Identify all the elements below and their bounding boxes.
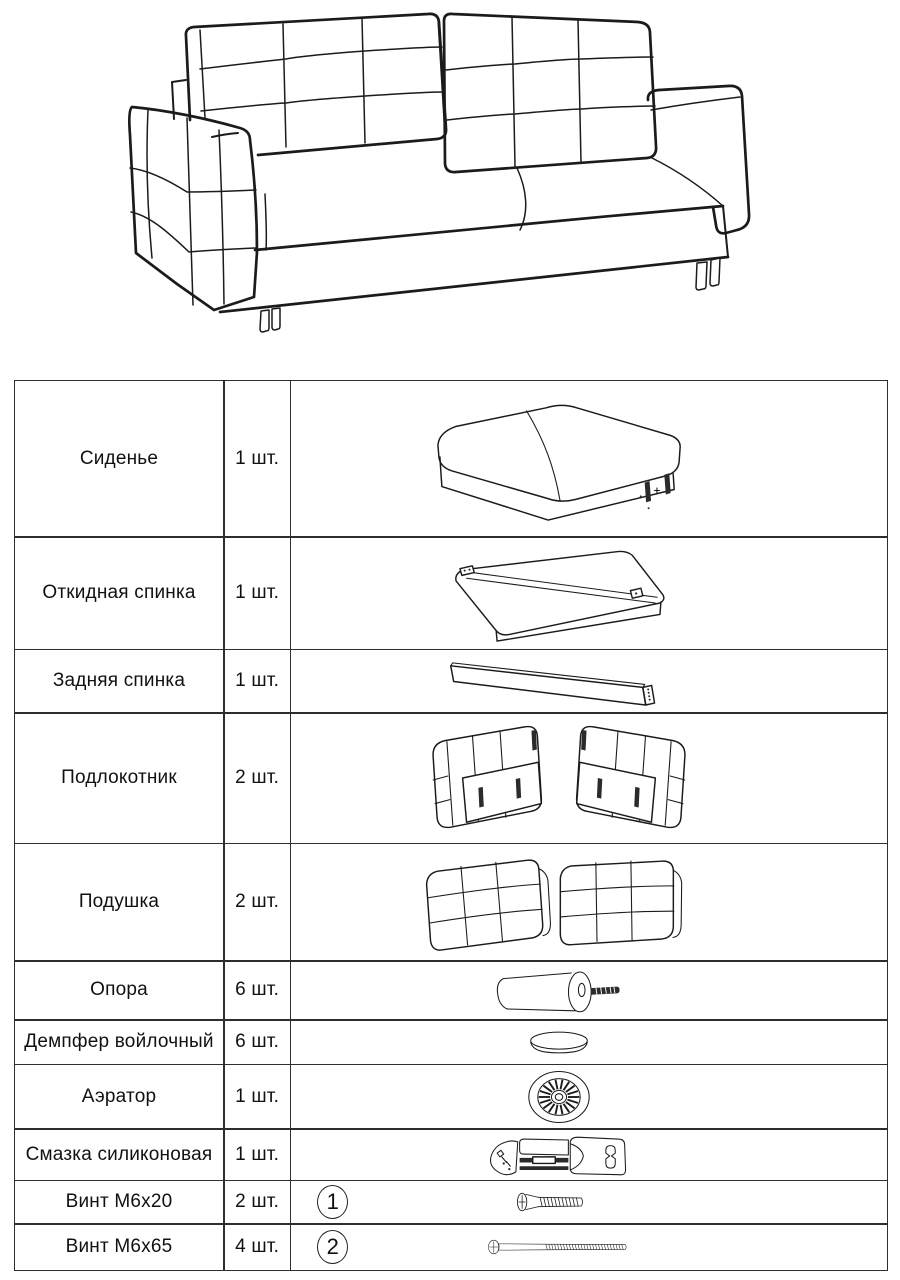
part-illustration-armrests (291, 714, 887, 843)
part-qty: 1 шт. (225, 381, 290, 536)
rear-back-panel-icon (437, 654, 682, 709)
part-name: Сиденье (15, 381, 223, 536)
part-qty: 1 шт. (225, 1130, 290, 1180)
sofa-illustration (0, 0, 900, 380)
part-name: Аэратор (15, 1065, 223, 1128)
part-qty: 1 шт. (225, 1065, 290, 1128)
part-qty: 2 шт. (225, 1181, 290, 1223)
part-qty: 1 шт. (225, 538, 290, 649)
part-illustration-rear-back-panel (291, 650, 887, 712)
seat-icon (416, 396, 702, 522)
part-name: Смазка силиконовая (15, 1130, 223, 1180)
screw-m6x65-icon (486, 1237, 632, 1257)
part-illustration-screw-m6x65 (291, 1225, 887, 1270)
part-name: Демпфер войлочный (15, 1021, 223, 1064)
felt-damper-icon (526, 1030, 592, 1055)
part-illustration-seat (291, 381, 887, 536)
part-illustration-cushions (291, 844, 887, 960)
part-name: Задняя спинка (15, 650, 223, 712)
part-name: Опора (15, 962, 223, 1019)
part-name: Подушка (15, 844, 223, 960)
part-illustration-grease (291, 1130, 887, 1180)
folding-backrest-icon (435, 543, 683, 643)
part-illustration-leg (291, 962, 887, 1019)
part-illustration-aerator (291, 1065, 887, 1128)
screw-m6x20-icon (512, 1186, 606, 1218)
part-illustration-felt-damper (291, 1021, 887, 1064)
part-name: Винт М6х20 (15, 1181, 223, 1223)
parts-table (14, 380, 888, 1271)
part-qty: 2 шт. (225, 714, 290, 843)
part-name: Откидная спинка (15, 538, 223, 649)
part-qty: 6 шт. (225, 962, 290, 1019)
armrest-pair-icon (421, 719, 697, 837)
screw-marker-2: 2 (317, 1230, 348, 1264)
part-illustration-screw-m6x20 (291, 1181, 887, 1223)
part-name: Винт М6х65 (15, 1225, 223, 1270)
cushion-pair-icon (415, 851, 703, 953)
part-qty: 6 шт. (225, 1021, 290, 1064)
sofa-line-art (0, 0, 900, 380)
part-qty: 4 шт. (225, 1225, 290, 1270)
part-qty: 2 шт. (225, 844, 290, 960)
aerator-icon (526, 1068, 592, 1126)
part-qty: 1 шт. (225, 650, 290, 712)
screw-marker-1: 1 (317, 1185, 348, 1219)
part-name: Подлокотник (15, 714, 223, 843)
leg-icon (488, 965, 630, 1015)
silicone-grease-icon (484, 1132, 634, 1178)
part-illustration-folding-backrest (291, 538, 887, 649)
